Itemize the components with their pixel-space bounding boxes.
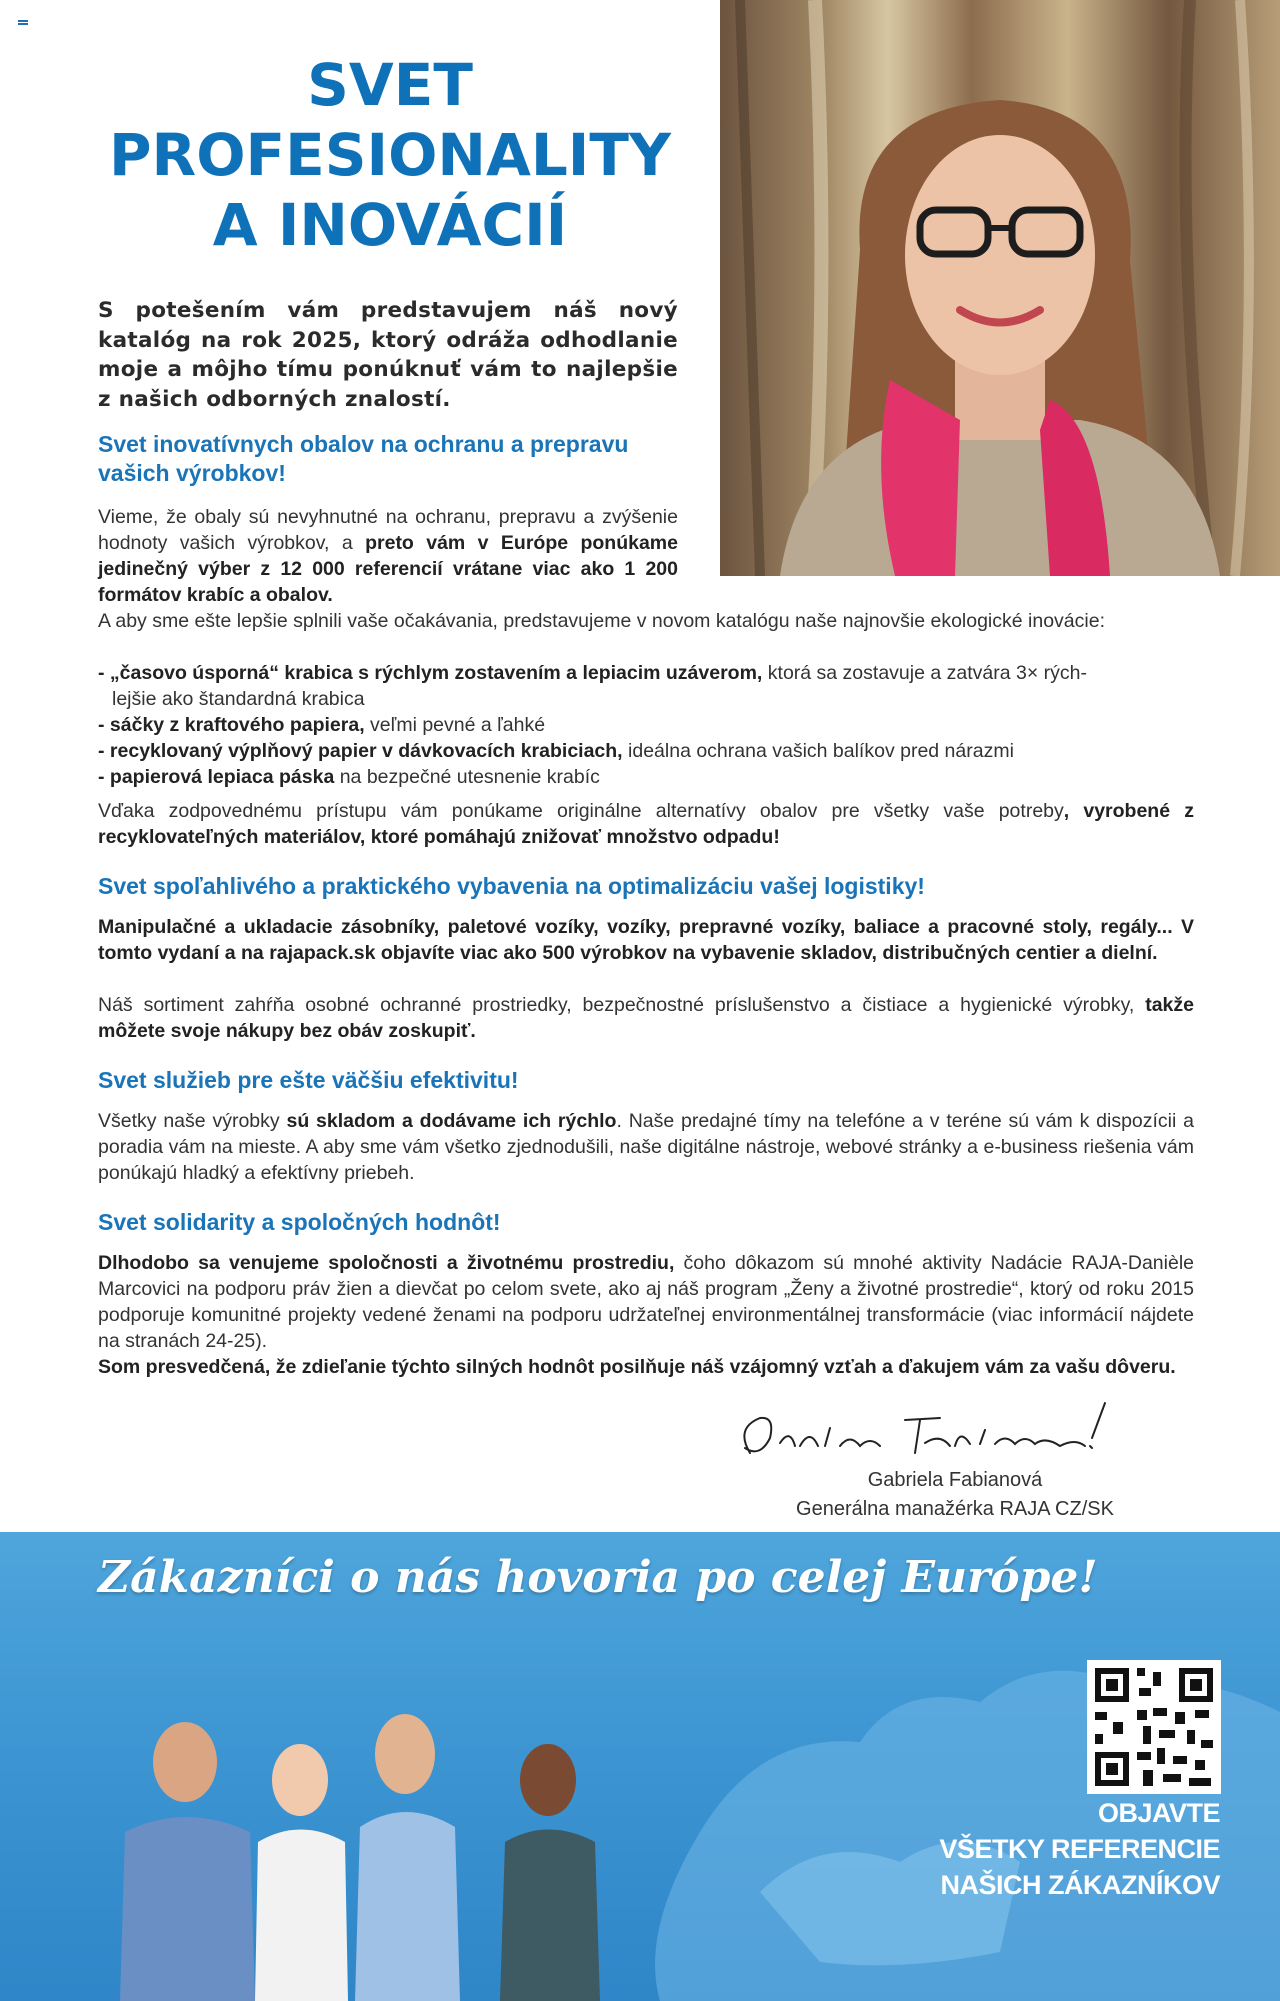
section-title-packaging-line-1: Svet inovatívnych obalov na ochranu a prepravu <box>98 431 629 457</box>
bullet-paper-tape <box>98 764 600 790</box>
packaging-closing-text: Vďaka zodpovednému prístupu vám ponúkame originálne alternatívy obalov pre všetky vaše potreby <box>98 800 1064 822</box>
bullet-paper-tape-bold: - papierová lepiaca páska <box>98 766 335 788</box>
bullet-kraft-bags-bold: - sáčky z kraftového papiera, <box>98 714 365 736</box>
bullet-paper-tape-text: na bezpečné utesnenie krabíc <box>334 766 600 788</box>
services-text-rest: . Naše predajné tímy na telefóne a v teréne sú vám k dispozícii a poradia vám na mieste. A aby sme vám všetko zjednodušili, naše digitálne nástroje, webové stránky a e-business riešenia vám ponúkajú hladký a efektívny priebeh. <box>98 1110 1195 1184</box>
logistics-paragraph-2-bold: takže môžete svoje nákupy bez obáv zoskupiť. <box>98 994 1194 1042</box>
banner-cta-line-1: OBJAVTE <box>1097 1798 1220 1828</box>
packaging-paragraph-2: A aby sme ešte lepšie splnili vaše očakávania, predstavujeme v novom katalógu naše najnovšie ekologické inovácie: <box>98 610 1105 632</box>
bullet-filler-paper-text: ideálna ochrana vašich balíkov pred nárazmi <box>622 740 1014 762</box>
services-text: Všetky naše výrobky <box>98 1110 287 1132</box>
banner-title: Zákazníci o nás hovoria po celej Európe! <box>98 1552 1098 1603</box>
packaging-text: Vieme, že obaly sú nevyhnutné na ochranu, prepravu a zvýšenie hodnoty vašich výrobkov, a <box>98 506 678 554</box>
bullet-quick-box <box>98 660 1087 686</box>
bullet-kraft-bags <box>98 712 545 738</box>
section-title-packaging <box>98 430 628 488</box>
section-title-services: Svet služieb pre ešte väčšiu efektivitu! <box>98 1067 519 1093</box>
handwritten-signature <box>730 1398 1140 1473</box>
signatory-role: Generálna manažérka RAJA CZ/SK <box>796 1498 1114 1520</box>
solidarity-text-bold: Dlhodobo sa venujeme spoločnosti a životnému prostrediu, <box>98 1252 675 1274</box>
services-text-bold: sú skladom a dodávame ich rýchlo <box>286 1110 617 1132</box>
packaging-closing-bold: , vyrobené z recyklovateľných materiálov, ktoré pomáhajú znižovať množstvo odpadu! <box>98 800 1194 848</box>
packaging-paragraph-3 <box>98 798 1194 850</box>
headline-line-3: A INOVÁCIÍ <box>212 191 568 259</box>
banner-cta[interactable] <box>939 1795 1220 1903</box>
section-title-solidarity: Svet solidarity a spoločných hodnôt! <box>98 1209 501 1235</box>
logistics-paragraph-2 <box>98 992 1194 1044</box>
banner-cta-line-3: NAŠICH ZÁKAZNÍKOV <box>940 1870 1220 1900</box>
solidarity-text: čoho dôkazom sú mnohé aktivity Nadácie RAJA-Danièle Marcovici na podporu práv žien a dievčat po celom svete, ako aj náš program „Ženy a životné prostredie“, ktorý od roku 2015 podporuje komunitné projekty vedené ženami na podporu udržateľnej environmentálnej transformácie (viac informácií nájdete na stranách 24-25). <box>98 1252 1195 1352</box>
signatory-name: Gabriela Fabianová <box>867 1469 1043 1491</box>
bullet-filler-paper <box>98 738 1014 764</box>
packaging-text-bold: preto vám v Európe ponúkame jedinečný výber z 12 000 referencií vrátane viac ako 1 200 formátov krabíc a obalov. <box>98 532 678 606</box>
packaging-paragraph-1 <box>98 504 678 608</box>
portrait-illustration <box>720 0 1280 576</box>
headline-line-1: SVET <box>307 51 473 119</box>
menu-icon[interactable] <box>18 20 28 27</box>
services-paragraph <box>98 1108 1194 1186</box>
bullet-quick-box-continuation: lejšie ako štandardná krabica <box>112 688 365 710</box>
qr-code-icon[interactable] <box>1087 1660 1221 1794</box>
page-headline <box>80 50 700 260</box>
logistics-paragraph-2-text: Náš sortiment zahŕňa osobné ochranné prostriedky, bezpečnostné príslušenstvo a čistiace a hygienické výrobky, <box>98 994 1146 1016</box>
people-group <box>120 1714 600 2001</box>
solidarity-closing-bold: Som presvedčená, že zdieľanie týchto silných hodnôt posilňuje náš vzájomný vzťah a ďakujem vám za vašu dôveru. <box>98 1356 1176 1378</box>
solidarity-closing <box>98 1354 1194 1380</box>
banner-cta-line-2: VŠETKY REFERENCIE <box>939 1834 1220 1864</box>
bullet-quick-box-bold: - „časovo úsporná“ krabica s rýchlym zostavením a lepiacim uzáverom, <box>98 662 763 684</box>
bullet-quick-box-text: ktorá sa zostavuje a zatvára 3× rých- <box>762 662 1087 684</box>
testimonials-banner[interactable] <box>0 1532 1280 2001</box>
bullet-kraft-bags-text: veľmi pevné a ľahké <box>364 714 546 736</box>
logistics-paragraph-1-bold: Manipulačné a ukladacie zásobníky, paletové vozíky, vozíky, prepravné vozíky, baliace a pracovné stoly, regály... V tomto vydaní a na rajapack.sk objavíte viac ako 500 výrobkov na vybavenie skladov, distribučných centier a dielní. <box>98 916 1194 964</box>
intro-paragraph: S potešením vám predstavujem náš nový katalóg na rok 2025, ktorý odráža odhodlanie moje a môjho tímu ponúknuť vám to najlepšie z našich odborných znalostí. <box>98 298 678 412</box>
logistics-paragraph-1 <box>98 914 1194 966</box>
headline-line-2: PROFESIONALITY <box>109 121 671 189</box>
section-title-logistics: Svet spoľahlivého a praktického vybavenia na optimalizáciu vašej logistiky! <box>98 873 925 899</box>
bullet-filler-paper-bold: - recyklovaný výplňový papier v dávkovacích krabiciach, <box>98 740 623 762</box>
solidarity-paragraph <box>98 1250 1194 1354</box>
portrait-photo <box>720 0 1280 576</box>
section-title-packaging-line-2: vašich výrobkov! <box>98 460 286 486</box>
